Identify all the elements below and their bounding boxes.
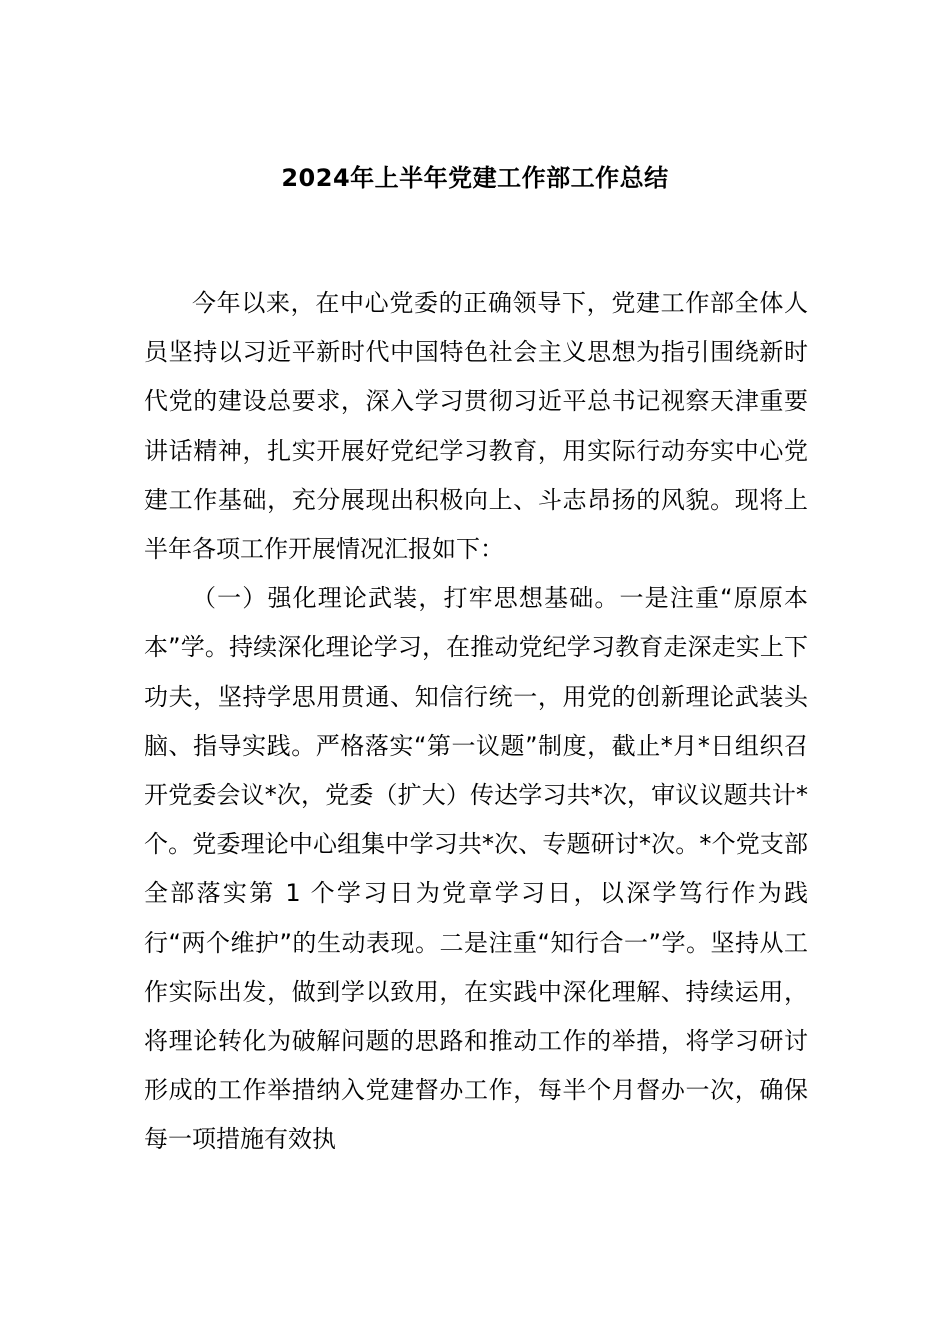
paragraph-section-1: （一）强化理论武装，打牢思想基础。一是注重“原原本本”学。持续深化理论学习，在推动党纪学习教育走深走实上下功夫，坚持学思用贯通、知信行统一，用党的创新理论武装头脑、指导实践。严格落实“第一议题”制度，截止*月*日组织召开党委会议*次，党委（扩大）传达学习共*次，审议议题共计*个。党委理论中心组集中学习共*次、专题研讨*次。*个党支部全部落实第 1 个学习日为党章学习日，以深学笃行作为践行“两个维护”的生动表现。二是注重“知行合一”学。坚持从工作实际出发，做到学以致用，在实践中深化理解、持续运用，将理论转化为破解问题的思路和推动工作的举措，将学习研讨形成的工作举措纳入党建督办工作，每半个月督办一次，确保每一项措施有效执 xyxy=(144,584,808,1154)
paragraph-intro: 今年以来，在中心党委的正确领导下，党建工作部全体人员坚持以习近平新时代中国特色社会主义思想为指引围绕新时代党的建设总要求，深入学习贯彻习近平总书记视察天津重要讲话精神，扎实开展好党纪学习教育，用实际行动夯实中心党建工作基础，充分展现出积极向上、斗志昂扬的风貌。现将上半年各项工作开展情况汇报如下： xyxy=(144,289,808,564)
document-title: 2024年上半年党建工作部工作总结 xyxy=(281,164,669,192)
document-body xyxy=(144,279,808,1165)
